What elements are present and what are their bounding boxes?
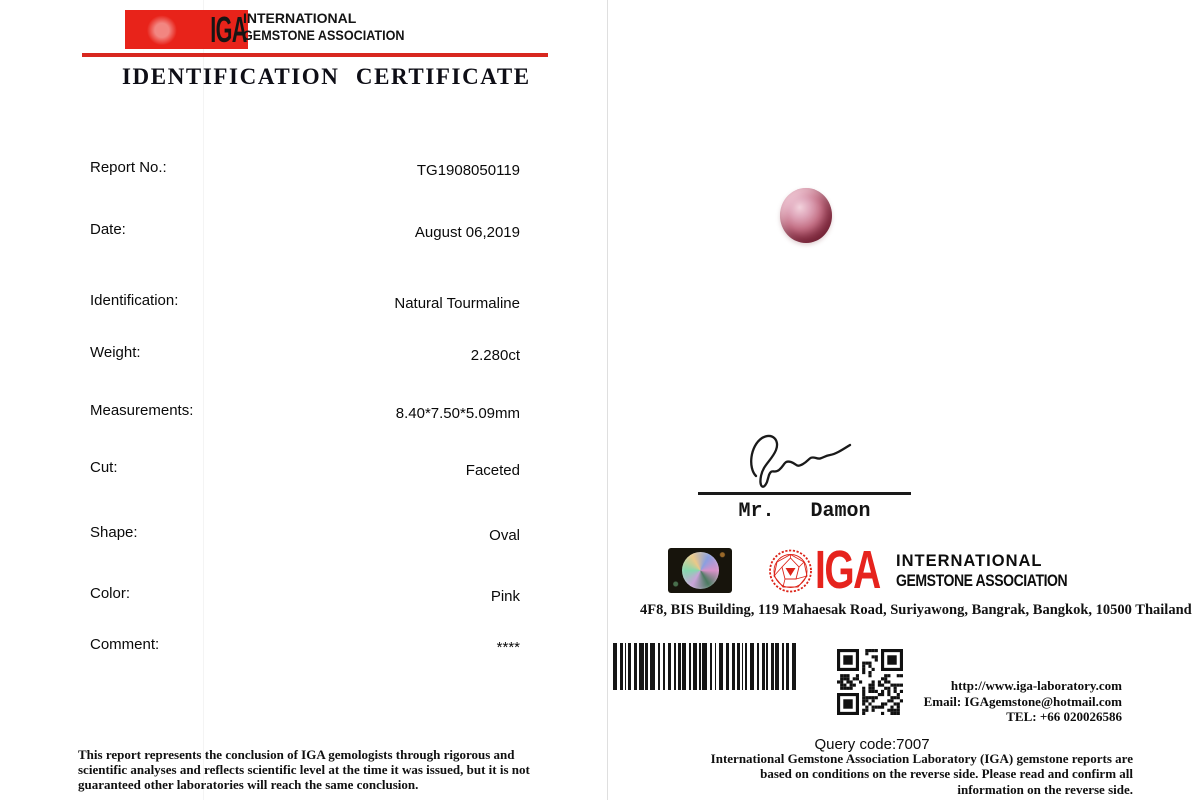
- certificate-title: IDENTIFICATION CERTIFICATE: [122, 64, 531, 89]
- field-label: Color:: [90, 585, 131, 602]
- field-value: TG1908050119: [416, 162, 520, 179]
- iga-emblem-icon: [768, 548, 813, 599]
- right-disclaimer-text: International Gemstone Association Laboratory (IGA) gemstone reports are based on conditions on the reverse side. Please read and confirm all information on the reverse side.: [710, 751, 1133, 797]
- org-name-footer: [896, 551, 1097, 591]
- field-value: ****: [496, 639, 520, 656]
- field-row-weight: [90, 344, 520, 366]
- field-label: Cut:: [90, 459, 118, 476]
- field-value: Oval: [489, 527, 520, 544]
- iga-wordmark: IGA: [815, 540, 880, 600]
- contact-tel: TEL: +66 020026586: [1006, 709, 1122, 724]
- iga-logo-text: IGA: [210, 8, 247, 50]
- signature-line: [698, 492, 911, 495]
- contact-email: Email: IGAgemstone@hotmail.com: [923, 693, 1122, 709]
- field-label: Identification:: [90, 292, 179, 309]
- field-label: Measurements:: [90, 402, 194, 419]
- signatory-name: Mr. Damon: [738, 500, 871, 523]
- field-value: 2.280ct: [470, 347, 520, 364]
- left-disclaimer-text: This report represents the conclusion of IGA gemologists through rigorous and scientific analyses and reflects scientific level at the time it was issued, but it is not guaranteed other laboratories will reach the same conclusion.: [78, 747, 530, 793]
- field-value: 8.40*7.50*5.09mm: [395, 405, 520, 422]
- header-red-rule: [82, 53, 548, 57]
- field-label: Comment:: [90, 636, 160, 653]
- field-label: Weight:: [90, 344, 141, 361]
- hologram-sticker: [668, 548, 732, 593]
- field-row-measurements: [90, 402, 520, 424]
- iga-logo-box: [125, 10, 248, 49]
- field-label: Date:: [90, 221, 126, 238]
- field-row-identification: [90, 292, 520, 314]
- hologram-iris: [682, 552, 719, 589]
- field-label: Shape:: [90, 524, 138, 541]
- org-name-line1: INTERNATIONAL: [243, 10, 357, 26]
- field-row-comment: [90, 636, 520, 658]
- page-fold-line: [607, 0, 608, 800]
- field-label: Report No.:: [90, 159, 167, 176]
- lab-address: 4F8, BIS Building, 119 Mahaesak Road, Suriyawong, Bangrak, Bangkok, 10500 Thailand: [640, 602, 1192, 618]
- field-row-date: [90, 221, 520, 243]
- field-value: August 06,2019: [414, 224, 520, 241]
- barcode: [613, 643, 800, 690]
- field-row-color: [90, 585, 520, 607]
- org-name-header: [243, 10, 422, 44]
- paper-crease-line: [203, 0, 204, 800]
- org-name-line2: GEMSTONE ASSOCIATION: [243, 27, 405, 43]
- org-name-line1: INTERNATIONAL: [896, 552, 1043, 570]
- field-row-report-no: [90, 159, 520, 181]
- gemstone-photo: [780, 188, 832, 243]
- org-name-line2: GEMSTONE ASSOCIATION: [896, 572, 1068, 590]
- field-value: Pink: [490, 588, 520, 605]
- field-value: Natural Tourmaline: [394, 295, 520, 312]
- contact-website: http://www.iga-laboratory.com: [950, 678, 1122, 693]
- field-row-cut: [90, 459, 520, 481]
- signature-scribble: [746, 434, 856, 499]
- field-value: Faceted: [465, 462, 520, 479]
- field-row-shape: [90, 524, 520, 546]
- query-code: Query code:7007: [814, 736, 930, 753]
- contact-info: [860, 678, 1122, 725]
